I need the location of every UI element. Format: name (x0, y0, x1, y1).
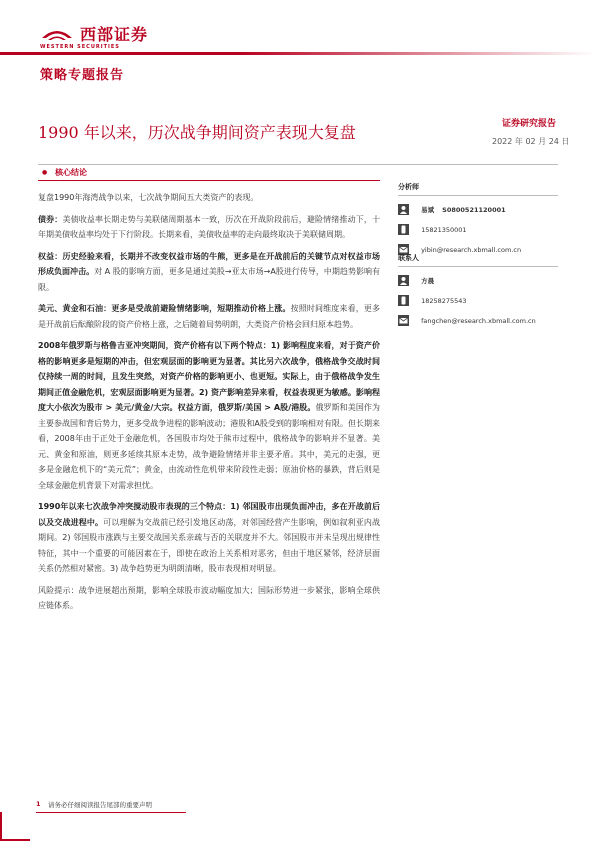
paragraph (38, 249, 380, 296)
analyst-email[interactable]: yibin@research.xbmall.com.cn (421, 245, 522, 254)
paragraph (38, 583, 380, 614)
paragraph (38, 301, 380, 332)
page-number: 1 (36, 800, 41, 808)
person-icon (398, 204, 409, 215)
contact-name-row (398, 275, 558, 286)
contact-name: 方晨 (421, 276, 435, 285)
paragraph-text: 对 A 股的影响方面，更多是通过美股→亚太市场→A股进行传导，中期趋势影响有限。 (38, 267, 380, 292)
contact-divider (398, 266, 558, 267)
contact-email[interactable]: fangchen@research.xbmall.com.cn (421, 316, 536, 325)
paragraph-lead: 权益：历史经验来看，长期并不改变权益市场的牛熊，更多是在开战前后的关键节点对权益市场形成负面冲击。 (38, 251, 380, 276)
header-bar (0, 52, 595, 55)
contact-phone: 18258275543 (421, 296, 467, 305)
paragraph-lead: 2008年俄罗斯与格鲁吉亚冲突期间，资产价格有以下两个特点：1) 影响程度来看，对于资产价格的影响更多是短期的冲击，但宏观层面的影响更为显著。其比另六次战争，俄格战争交战时间仅持续一周的时间，且发生突然，对资产价格的影响更小、也更短。实际上，由于俄格战争发生期间正值金融危机，宏观层面影响更为显著。2) 资产影响差异来看，权益表现更为敏感。影响程度大小依次为股市 > 美元/黄金/大宗。权益方面，俄罗斯/美国 > A股/港股。 (38, 341, 380, 412)
paragraph-text: 俄罗斯和美国作为主要参战国和背后势力，更多受战争进程的影响波动；港股和A股受到的影响相对有限。但长期来看，2008年由于正处于金融危机，各国股市均处于熊市过程中，俄格战争的影响并不显著。美元、黄金和原油，则更多延续其原本走势，战争避险情绪并非主要矛盾。其中，美元的走强，更多是金融危机下的“美元荒”；黄金，由流动性危机带来阶段性走弱；原油价格的暴跌，背后则是全球金融危机背景下对需求担忧。 (38, 403, 380, 490)
paragraph-lead: 1990年以来七次战争冲突搅动股市表现的三个特点：1) 邻国股市出现负面冲击，多在开战前后以及交战进程中。 (38, 502, 380, 527)
phone-icon (398, 295, 409, 306)
paragraph-text: 风险提示：战争进展超出预期，影响全球股市波动幅度加大；国际形势进一步紧张，影响全球供应链体系。 (38, 585, 380, 610)
core-conclusion-body (38, 190, 380, 620)
document-type: 策略专题报告 (40, 68, 125, 83)
analyst-name-row (398, 204, 558, 215)
analyst-cert: S0800521120001 (442, 205, 506, 214)
person-icon (398, 275, 409, 286)
brand-name-en: WESTERN SECURITIES (40, 44, 120, 50)
brand-name: 西部证券 (80, 25, 149, 44)
section-label: 核心结论 (55, 168, 87, 177)
analyst-phone-row (398, 224, 558, 235)
paragraph-text: 美债收益率长期走势与美联储周期基本一致，历次在开战阶段前后，避险情绪推动下，十年期美债收益率均处于下行阶段。长期来看，美债收益率的走向最终取决于美联储周期。 (38, 214, 381, 239)
footer-line (36, 812, 186, 813)
contact-phone-row (398, 295, 558, 306)
paragraph (38, 338, 380, 493)
paragraph-text: 复盘1990年海湾战争以来，七次战争期间五大类资产的表现。 (38, 193, 259, 202)
paragraph-lead: 美元、黄金和石油：更多是受战前避险情绪影响，短期推动价格上涨。 (38, 304, 291, 313)
section-underline (38, 180, 380, 181)
paragraph (38, 499, 380, 577)
analyst-phone: 15821350001 (421, 225, 467, 234)
logo-icon (40, 24, 74, 46)
analyst-name: 易斌 (421, 205, 435, 214)
contact-section (398, 253, 558, 326)
title-divider (38, 164, 558, 165)
report-date: 2022 年 02 月 24 日 (492, 137, 570, 146)
report-label: 证券研究报告 (502, 119, 557, 129)
analyst-section (398, 182, 558, 255)
contact-email-row (398, 315, 558, 326)
paragraph (38, 212, 380, 243)
analyst-heading: 分析师 (398, 183, 419, 191)
paragraph-lead: 债券： (38, 214, 63, 224)
corner-decoration (0, 812, 2, 841)
bullet-icon: ● (42, 169, 48, 176)
page-title: 1990 年以来，历次战争期间资产表现大复盘 (38, 123, 356, 142)
phone-icon (398, 224, 409, 235)
paragraph (38, 190, 380, 206)
paragraph-text: 按照时间维度来看，更多是开战前后酝酿阶段的资产价格上涨，之后随着局势明朗，大类资产价格会回归原本趋势。 (38, 304, 381, 329)
footer-disclaimer: 请务必仔细阅读报告尾部的重要声明 (48, 801, 152, 809)
paragraph-text: 可以理解为交战前已经引发地区动荡，对邻国经营产生影响，例如叙利亚内战期间。2) 邻国股市涨跌与主要交战国关系亲疏与否的关联度并不大。邻国股市并未呈现出规律性特征，其中一个重要的可能因素在于，即使在政治上关系相对恶劣，但由于地区紧邻，经济层面关系仍然相对紧密。3) 战争趋势更为明朗清晰，股市表现相对明显。 (38, 517, 380, 573)
analyst-divider (398, 195, 558, 196)
contact-heading: 联系人 (398, 254, 419, 262)
email-icon (398, 315, 409, 326)
